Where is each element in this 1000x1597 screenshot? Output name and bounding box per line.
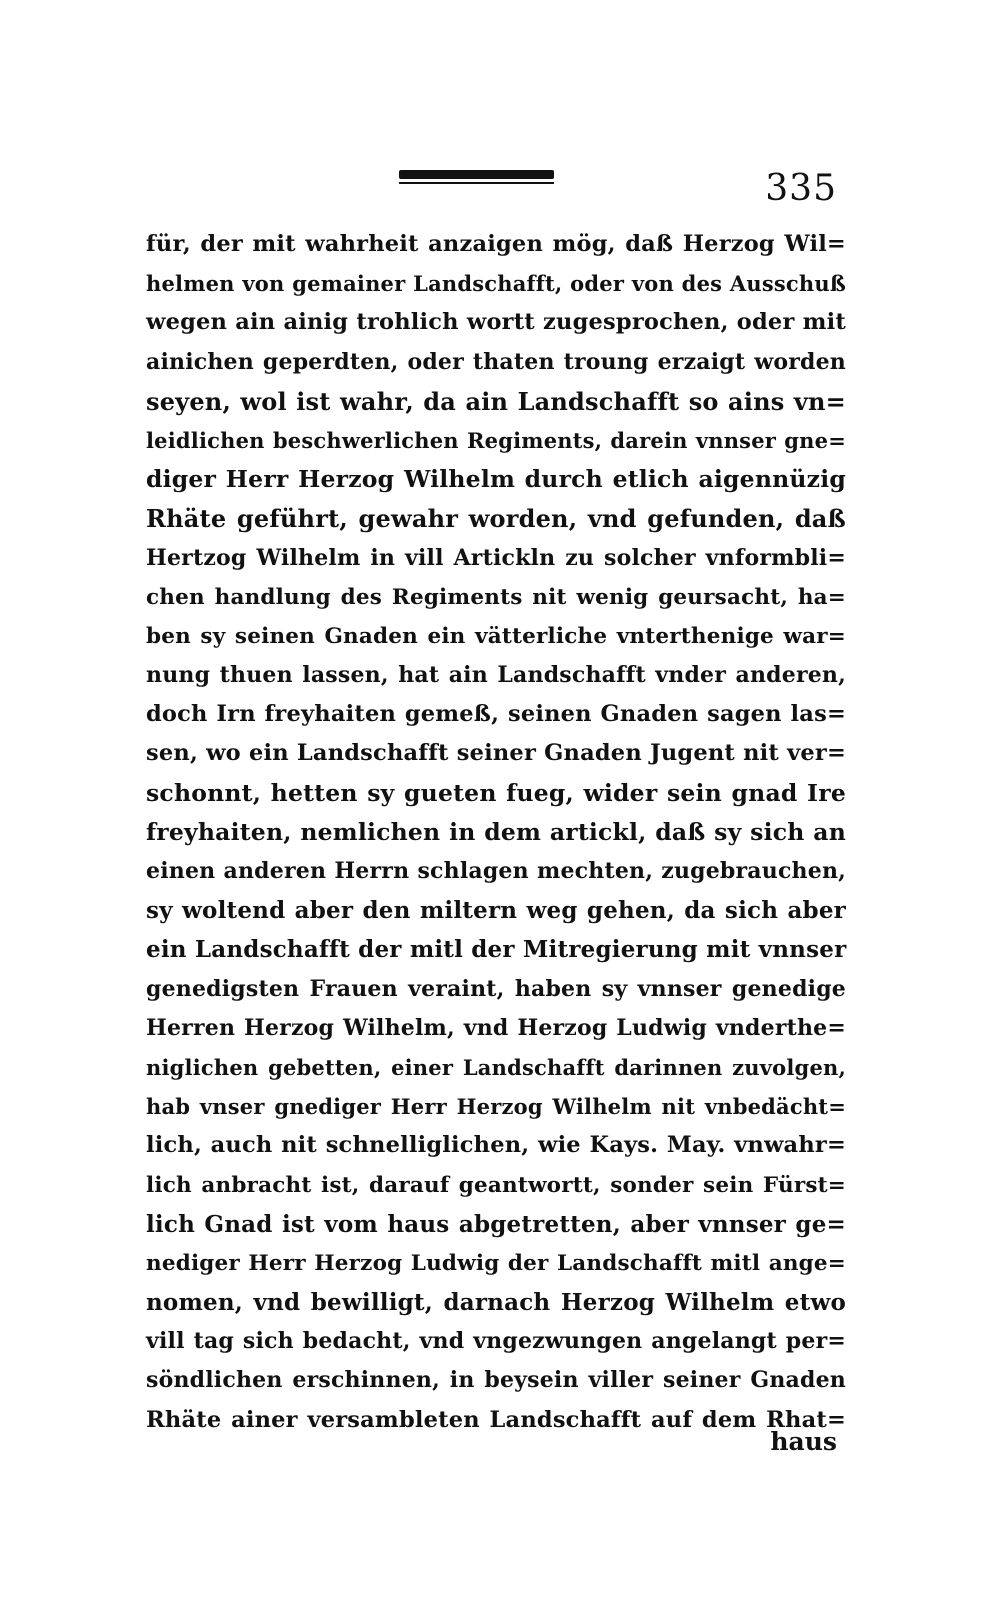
text-line: schonnt, hetten sy gueten fueg, wider sein gnad Ire	[146, 778, 846, 807]
text-line: Rhäte ainer versambleten Landschafft auf dem Rhat=	[146, 1406, 846, 1433]
text-line: doch Irn freyhaiten gemeß, seinen Gnaden sagen las=	[146, 701, 846, 728]
text-line: einen anderen Herrn schlagen mechten, zugebrauchen,	[146, 858, 846, 884]
text-line: söndlichen erschinnen, in beysein viller seiner Gnaden	[146, 1367, 846, 1394]
text-line: Hertzog Wilhelm in vill Artickln zu solcher vnformbli=	[146, 544, 846, 571]
text-line: sy woltend aber den miltern weg gehen, da sich aber	[146, 897, 846, 925]
text-line: hab vnser gnediger Herr Herzog Wilhelm nit vnbedächt=	[146, 1094, 846, 1120]
text-line: leidlichen beschwerlichen Regiments, darein vnnser gne=	[146, 427, 846, 453]
page-number: 335	[765, 168, 837, 209]
body-text	[146, 225, 846, 1440]
text-line: genedigsten Frauen veraint, haben sy vnnser genedige	[146, 975, 846, 1002]
catchword: haus	[770, 1427, 837, 1456]
header-ornamental-rule	[399, 170, 554, 185]
text-line: Herren Herzog Wilhelm, vnd Herzog Ludwig vnderthe=	[146, 1014, 846, 1041]
text-line: wegen ain ainig trohlich wortt zugesprochen, oder mit	[146, 309, 846, 336]
text-line: Rhäte geführt, gewahr worden, vnd gefunden, daß	[146, 504, 846, 534]
text-line: vill tag sich bedacht, vnd vngezwungen angelangt per=	[146, 1328, 846, 1355]
text-line: ein Landschafft der mitl der Mitregierung mit vnnser	[146, 936, 847, 964]
text-line: helmen von gemainer Landschafft, oder von des Ausschuß	[146, 271, 846, 297]
text-line: nung thuen lassen, hat ain Landschafft vnder anderen,	[146, 662, 846, 689]
text-line: freyhaiten, nemlichen in dem artickl, daß sy sich an	[146, 817, 846, 846]
text-line: seyen, wol ist wahr, da ain Landschafft so ains vn=	[146, 386, 846, 416]
text-line: ben sy seinen Gnaden ein vätterliche vnterthenige war=	[146, 623, 846, 649]
text-line: lich, auch nit schnelliglichen, wie Kays. May. vnwahr=	[146, 1132, 846, 1159]
text-line: für, der mit wahrheit anzaigen mög, daß Herzog Wil=	[146, 231, 846, 257]
header-rule-thick-bar	[399, 170, 554, 179]
header-rule-thin-bar	[399, 182, 554, 184]
text-line: nediger Herr Herzog Ludwig der Landschafft mitl ange=	[146, 1250, 846, 1276]
text-line: nomen, vnd bewilligt, darnach Herzog Wilhelm etwo	[146, 1289, 846, 1317]
text-line: ainichen geperdten, oder thaten troung erzaigt worden	[146, 348, 846, 375]
text-line: diger Herr Herzog Wilhelm durch etlich aigennüzig	[146, 465, 846, 494]
text-line: niglichen gebetten, einer Landschafft darinnen zuvolgen,	[146, 1054, 846, 1080]
text-line: chen handlung des Regiments nit wenig geursacht, ha=	[146, 584, 846, 610]
text-line: lich anbracht ist, darauf geantwortt, sonder sein Fürst=	[146, 1172, 846, 1198]
text-line: sen, wo ein Landschafft seiner Gnaden Jugent nit ver=	[146, 740, 846, 767]
text-line: lich Gnad ist vom haus abgetretten, aber vnnser ge=	[146, 1210, 846, 1238]
